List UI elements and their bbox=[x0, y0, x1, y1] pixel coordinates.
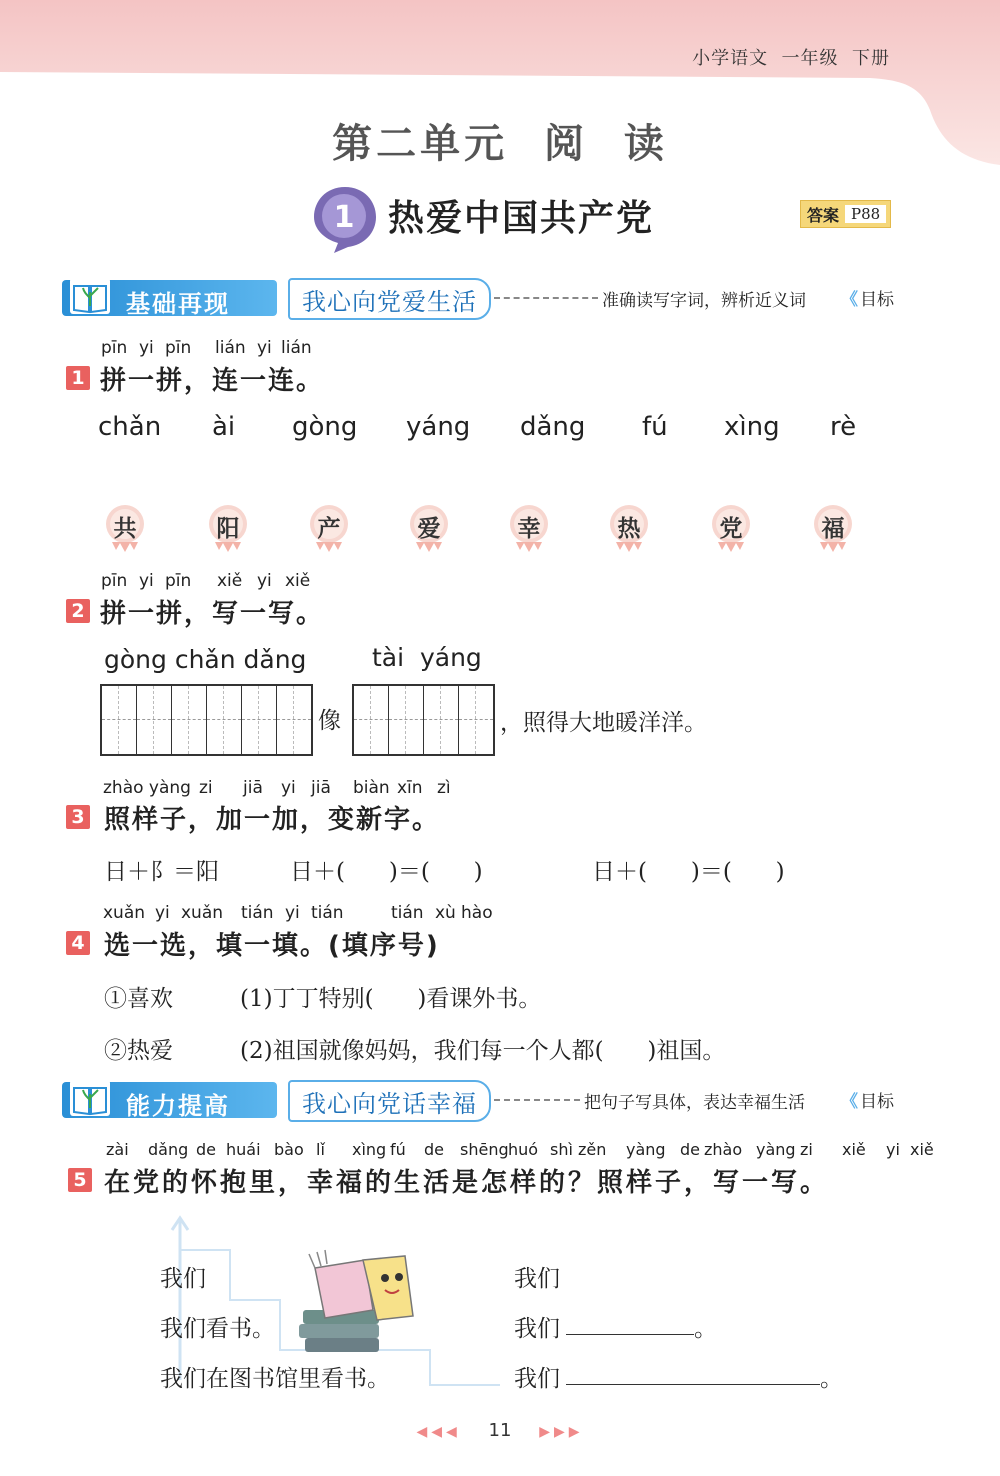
syllable[interactable]: dǎng bbox=[520, 412, 586, 442]
q1-prompt: 拼一拼，连一连。 bbox=[100, 366, 325, 396]
answer-line-start: 我们 bbox=[514, 1316, 560, 1342]
flower-character: 福 bbox=[821, 515, 845, 542]
flower-character: 党 bbox=[719, 515, 743, 542]
syllable[interactable]: xìng bbox=[724, 412, 780, 442]
flower-character: 热 bbox=[617, 515, 641, 542]
unit-title: 第二单元 阅 读 bbox=[332, 121, 668, 167]
syllable[interactable]: rè bbox=[830, 412, 857, 442]
books-cartoon-icon bbox=[295, 1248, 425, 1358]
q3-prompt: 照样子，加一加，变新字。 bbox=[104, 805, 441, 835]
syllable[interactable]: chǎn bbox=[98, 412, 162, 442]
section-basic bbox=[62, 278, 894, 320]
section-subtitle: 我心向党爱生活 bbox=[288, 278, 491, 320]
pinyin-syllable: xiě bbox=[910, 1140, 934, 1159]
flower-character: 爱 bbox=[417, 515, 441, 542]
flower-character: 阳 bbox=[216, 515, 240, 542]
lesson-number: 1 bbox=[333, 200, 355, 235]
pinyin-syllable: zěn bbox=[578, 1140, 607, 1159]
arrows-right-icon: ▶▶▶ bbox=[539, 1424, 584, 1440]
q4-sentence[interactable]: (2)祖国就像妈妈，我们每一个人都( )祖国。 bbox=[240, 1038, 726, 1064]
section-target bbox=[841, 285, 894, 310]
q3-example: 日＋阝＝阳 bbox=[104, 859, 219, 885]
q4-prompt: 选一选，填一填。(填序号) bbox=[104, 931, 440, 961]
page-number: ◀◀◀ 11 ▶▶▶ bbox=[416, 1420, 584, 1441]
character-flower[interactable] bbox=[205, 502, 251, 548]
q4-option: ①喜欢 bbox=[104, 986, 173, 1012]
question-number: 4 bbox=[66, 931, 90, 955]
pinyin-syllable: shēng bbox=[460, 1140, 509, 1159]
book-info: 小学语文 一年级 下册 bbox=[692, 48, 890, 69]
q2-prompt: 拼一拼，写一写。 bbox=[100, 599, 325, 629]
answer-blank[interactable] bbox=[566, 1332, 694, 1335]
character-flower[interactable] bbox=[102, 502, 148, 548]
q4-sentence[interactable]: (1)丁丁特别( )看课外书。 bbox=[240, 986, 542, 1012]
q5-prompt: 在党的怀抱里，幸福的生活是怎样的？照样子，写一写。 bbox=[104, 1168, 830, 1198]
writing-grid[interactable] bbox=[100, 684, 313, 756]
q4-option: ②热爱 bbox=[104, 1038, 173, 1064]
pinyin-syllable: fú bbox=[390, 1140, 406, 1159]
blank1-pinyin: gòng chǎn dǎng bbox=[104, 645, 307, 674]
section-subtitle: 我心向党话幸福 bbox=[288, 1080, 491, 1122]
flower-character: 幸 bbox=[517, 515, 541, 542]
section-goal: 准确读写字词，辨析近义词 bbox=[602, 291, 806, 311]
q3-blank-item[interactable]: 日＋( )＝( ) bbox=[290, 859, 483, 885]
pinyin-syllable: de bbox=[424, 1140, 444, 1159]
pinyin-syllable: de bbox=[680, 1140, 700, 1159]
q2-mid-char: 像 bbox=[318, 708, 341, 734]
pinyin-syllable: xiě bbox=[842, 1140, 866, 1159]
pinyin-syllable: yàng bbox=[626, 1140, 666, 1159]
answer-page: P88 bbox=[845, 205, 886, 223]
flower-character: 共 bbox=[113, 515, 137, 542]
character-flowers bbox=[0, 500, 1000, 560]
writing-grid[interactable] bbox=[352, 684, 495, 756]
q3-blank-item[interactable]: 日＋( )＝( ) bbox=[592, 859, 785, 885]
example-line: 我们 bbox=[160, 1266, 206, 1292]
question-number: 3 bbox=[66, 805, 90, 829]
answer-line-end: 。 bbox=[820, 1366, 843, 1392]
section-advanced bbox=[62, 1080, 894, 1122]
pinyin-syllable: yàng bbox=[756, 1140, 796, 1159]
section-target bbox=[841, 1087, 894, 1112]
pinyin-syllable: shì bbox=[550, 1140, 573, 1159]
divider bbox=[494, 1099, 580, 1101]
section-target-label: 目标 bbox=[860, 1092, 894, 1112]
section-badge-label: 基础再现 bbox=[126, 290, 230, 318]
pinyin-syllable: de bbox=[196, 1140, 216, 1159]
chevron-left-icon: 《 bbox=[841, 290, 858, 310]
pinyin-syllable: zài bbox=[106, 1140, 129, 1159]
pinyin-syllable: dǎng bbox=[148, 1140, 189, 1159]
divider bbox=[494, 297, 598, 299]
section-badge-label: 能力提高 bbox=[126, 1092, 230, 1120]
question-number: 5 bbox=[68, 1168, 92, 1192]
blank2-pinyin: tài yáng bbox=[372, 643, 482, 672]
syllable[interactable]: gòng bbox=[292, 412, 358, 442]
answer-label: 答案 bbox=[807, 205, 840, 225]
character-flower[interactable] bbox=[506, 502, 552, 548]
character-flower[interactable] bbox=[810, 502, 856, 548]
character-flower[interactable] bbox=[306, 502, 352, 548]
answer-reference[interactable] bbox=[800, 200, 891, 228]
chevron-left-icon: 《 bbox=[841, 1092, 858, 1112]
syllable[interactable]: ài bbox=[212, 412, 236, 442]
syllable[interactable]: fú bbox=[642, 412, 668, 442]
character-flower[interactable] bbox=[606, 502, 652, 548]
answer-line-end: 。 bbox=[694, 1316, 717, 1342]
pinyin-syllable: yi bbox=[886, 1140, 900, 1159]
answer-blank[interactable] bbox=[566, 1382, 820, 1385]
arrows-left-icon: ◀◀◀ bbox=[416, 1424, 461, 1440]
example-line: 我们在图书馆里看书。 bbox=[160, 1366, 390, 1392]
pinyin-syllable: xìng bbox=[352, 1140, 387, 1159]
pinyin-syllable: bào bbox=[274, 1140, 304, 1159]
pinyin-syllable: huó bbox=[508, 1140, 539, 1159]
pinyin-syllable: zhào bbox=[704, 1140, 743, 1159]
flower-character: 产 bbox=[317, 515, 341, 542]
q2-sentence-tail: ，照得大地暖洋洋。 bbox=[500, 710, 707, 736]
answer-line-start: 我们 bbox=[514, 1366, 560, 1392]
lesson-number-bubble bbox=[312, 185, 378, 255]
syllable[interactable]: yáng bbox=[406, 412, 471, 442]
pinyin-syllable: huái bbox=[226, 1140, 261, 1159]
character-flower[interactable] bbox=[406, 502, 452, 548]
character-flower[interactable] bbox=[708, 502, 754, 548]
question-number: 1 bbox=[66, 366, 90, 390]
pinyin-syllable: lǐ bbox=[316, 1140, 325, 1159]
section-goal: 把句子写具体，表达幸福生活 bbox=[584, 1093, 805, 1113]
pinyin-syllable: zi bbox=[800, 1140, 813, 1159]
question-number: 2 bbox=[66, 599, 90, 623]
book-icon bbox=[68, 274, 112, 318]
lesson-title: 热爱中国共产党 bbox=[388, 198, 655, 239]
book-icon bbox=[68, 1076, 112, 1120]
example-line: 我们看书。 bbox=[160, 1316, 275, 1342]
section-target-label: 目标 bbox=[860, 290, 894, 310]
answer-line-start: 我们 bbox=[514, 1266, 560, 1292]
